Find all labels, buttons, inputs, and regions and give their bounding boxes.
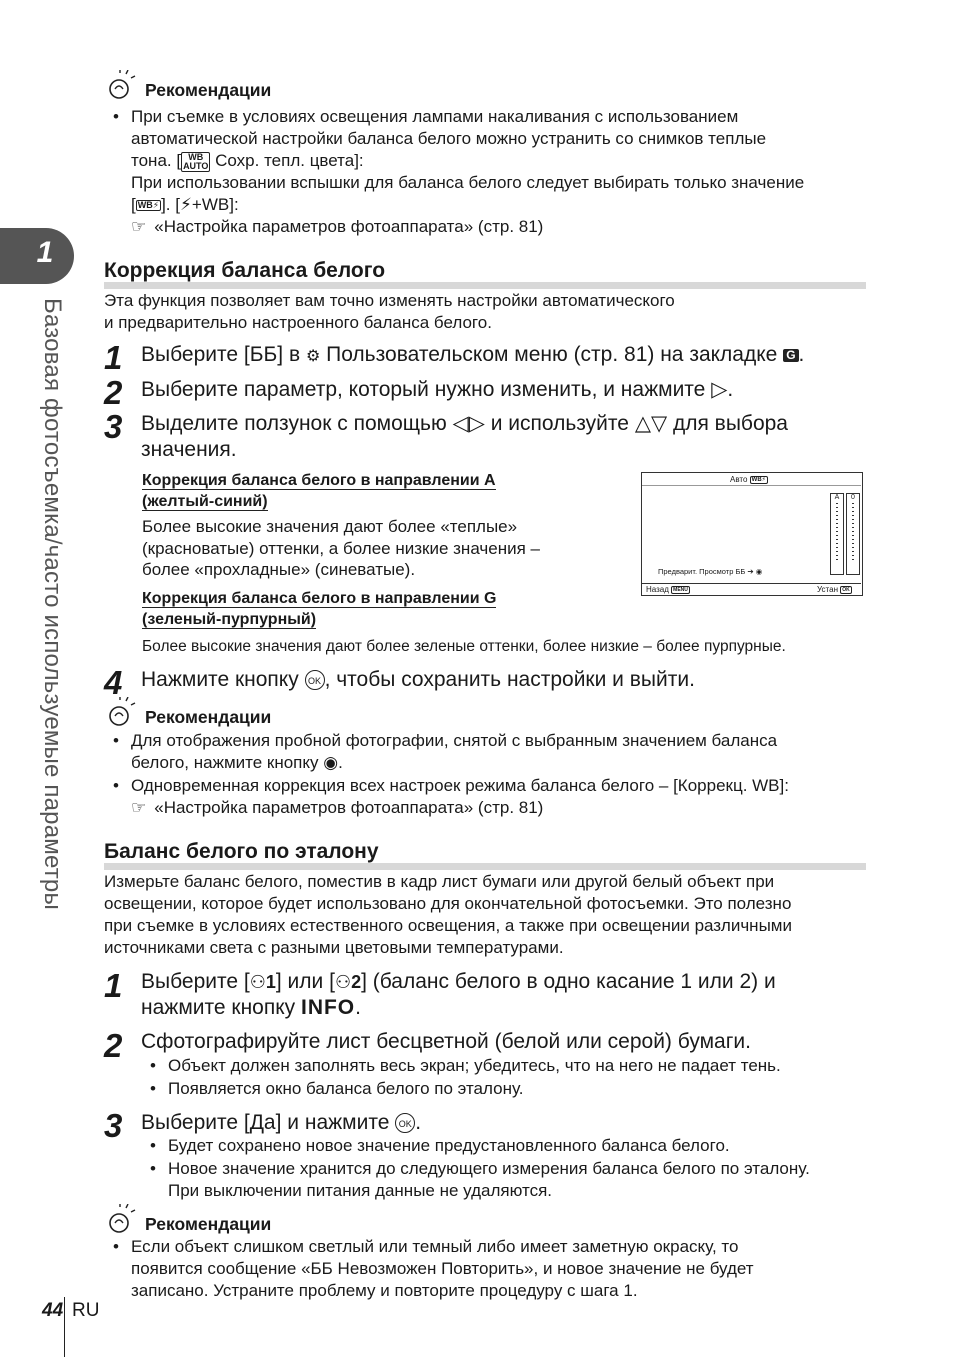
subsection-heading: Коррекция баланса белого в направлении G (зеленый-пурпурный) [142, 590, 497, 628]
arrow-up-down-icon: △▽ [634, 412, 668, 435]
back-label: Назад MENU [646, 585, 688, 594]
screen-top-label: Авто WB⚡ [730, 475, 766, 484]
tips-bullet: • Для отображения пробной фотографии, снятой с выбранным значением баланса белого, нажмите кнопку ◉. [113, 731, 778, 772]
footer-divider [64, 1297, 65, 1357]
tips-heading: Рекомендации [145, 80, 272, 100]
tips-bullet: • При съемке в условиях освещения лампами накаливания с использованием автоматической настройки баланса белого можно устранить со снимков теплые тона. [ WB AUTO Сохр. тепл. цвета]: При использовании вспышки для баланса белого следует выбирать только значение [ WB⚡ ]. [⚡+WB]: ☞ «Настройка параметров фотоаппарата» (стр. 81) [113, 107, 805, 236]
slider-a: A [830, 493, 844, 575]
tips-bullet: • Если объект слишком светлый или темный либо имеет заметную окраску, то появится сообщение «ББ Невозможен Повторить», и новое значение не будет записано. Устраните проблему и повторите процедуру с шага 1. [113, 1237, 754, 1300]
tips-heading: Рекомендации [145, 707, 272, 727]
section-title: Баланс белого по эталону [104, 841, 866, 870]
slider-g: 0 [846, 493, 860, 575]
preview-button-icon: ◉ [323, 753, 339, 772]
arrow-right-icon: ▷ [711, 378, 728, 401]
tips-icon [106, 697, 136, 734]
menu-tab-g-icon: G [783, 349, 798, 362]
step-text: Выделите ползунок с помощью ◁▷ и используйте △▽ для выбора значения. [141, 412, 788, 461]
set-label: Устан OK [817, 585, 850, 594]
section-title: Коррекция баланса белого [104, 260, 866, 289]
section-intro: Эта функция позволяет вам точно изменять настройки автоматического и предварительно настроенного баланса белого. [104, 291, 675, 332]
step-bullet: • Объект должен заполнять весь экран; убедитесь, что на него не падает тень. [150, 1056, 781, 1075]
step-number: 2 [104, 374, 123, 411]
step-number: 4 [104, 664, 123, 701]
one-touch-wb1-icon: ⚇1 [249, 972, 276, 992]
reference-hand-icon: ☞ [131, 798, 147, 817]
tips-icon [106, 70, 136, 107]
step-number: 1 [104, 967, 123, 1004]
step-number: 3 [104, 408, 123, 445]
step-text: Выберите параметр, который нужно изменить, и нажмите ▷. [141, 378, 734, 401]
subsection-text: Более высокие значения дают более «теплые» (красноватые) оттенки, а более низкие значения – более «прохладные» (синеватые). [142, 517, 540, 579]
chapter-title: Базовая фотосъемка/часто используемые параметры [39, 298, 66, 910]
camera-screen-illustration [641, 472, 863, 596]
step-number: 2 [104, 1027, 123, 1064]
step-text: Выберите [Да] и нажмите OK . [141, 1111, 422, 1134]
chapter-number: 1 [36, 236, 54, 269]
section-intro: Измерьте баланс белого, поместив в кадр лист бумаги или другой белый объект при освещении, которое будет использовано для окончательной фотосъемки. Это полезно при съемке в условиях естественного освещения, а также при освещении различными источниками света с разными цветовыми температурами. [104, 872, 792, 957]
one-touch-wb2-icon: ⚇2 [334, 972, 362, 992]
step-bullet: • Появляется окно баланса белого по эталону. [150, 1079, 524, 1098]
subsection-heading: Коррекция баланса белого в направлении A (желтый-синий) [142, 472, 496, 510]
wb-auto-icon: WB AUTO [183, 151, 209, 171]
step-text: Выберите [⚇1] или [⚇2] (баланс белого в одно касание 1 или 2) и нажмите кнопку INFO. [141, 970, 776, 1019]
ok-button-icon: OK [395, 1113, 415, 1133]
wb-flash-icon: WB⚡ [137, 200, 160, 211]
reference-hand-icon: ☞ [131, 217, 147, 236]
step-text: Сфотографируйте лист бесцветной (белой или серой) бумаги. [141, 1030, 751, 1053]
step-bullet: • Новое значение хранится до следующего измерения баланса белого по эталону. При выключении питания данные не удаляются. [150, 1159, 810, 1200]
step-number: 3 [104, 1107, 123, 1144]
subsection-text: Более высокие значения дают более зеленые оттенки, более низкие – более пурпурные. [142, 638, 786, 655]
tips-bullet: • Одновременная коррекция всех настроек режима баланса белого – [Коррекц. WB]: ☞ «Настройка параметров фотоаппарата» (стр. 81) [113, 776, 789, 817]
preview-label: Предварит. Просмотр ББ ➔ ◉ [658, 567, 763, 576]
info-button-label: INFO [300, 996, 356, 1019]
language-code: RU [72, 1300, 100, 1321]
flash-icon: ⚡ [179, 195, 192, 214]
gear-icon: ⚙ [305, 348, 321, 365]
page-number: 44 [42, 1300, 64, 1321]
ok-button-icon: OK [305, 670, 325, 690]
step-text: Выберите [ББ] в ⚙ Пользовательском меню (стр. 81) на закладке G . [141, 343, 805, 366]
step-number: 1 [104, 339, 123, 376]
step-bullet: • Будет сохранено новое значение предустановленного баланса белого. [150, 1136, 730, 1155]
arrow-left-right-icon: ◁▷ [452, 412, 485, 435]
tips-heading: Рекомендации [145, 1214, 272, 1234]
step-text: Нажмите кнопку OK , чтобы сохранить настройки и выйти. [141, 668, 695, 691]
